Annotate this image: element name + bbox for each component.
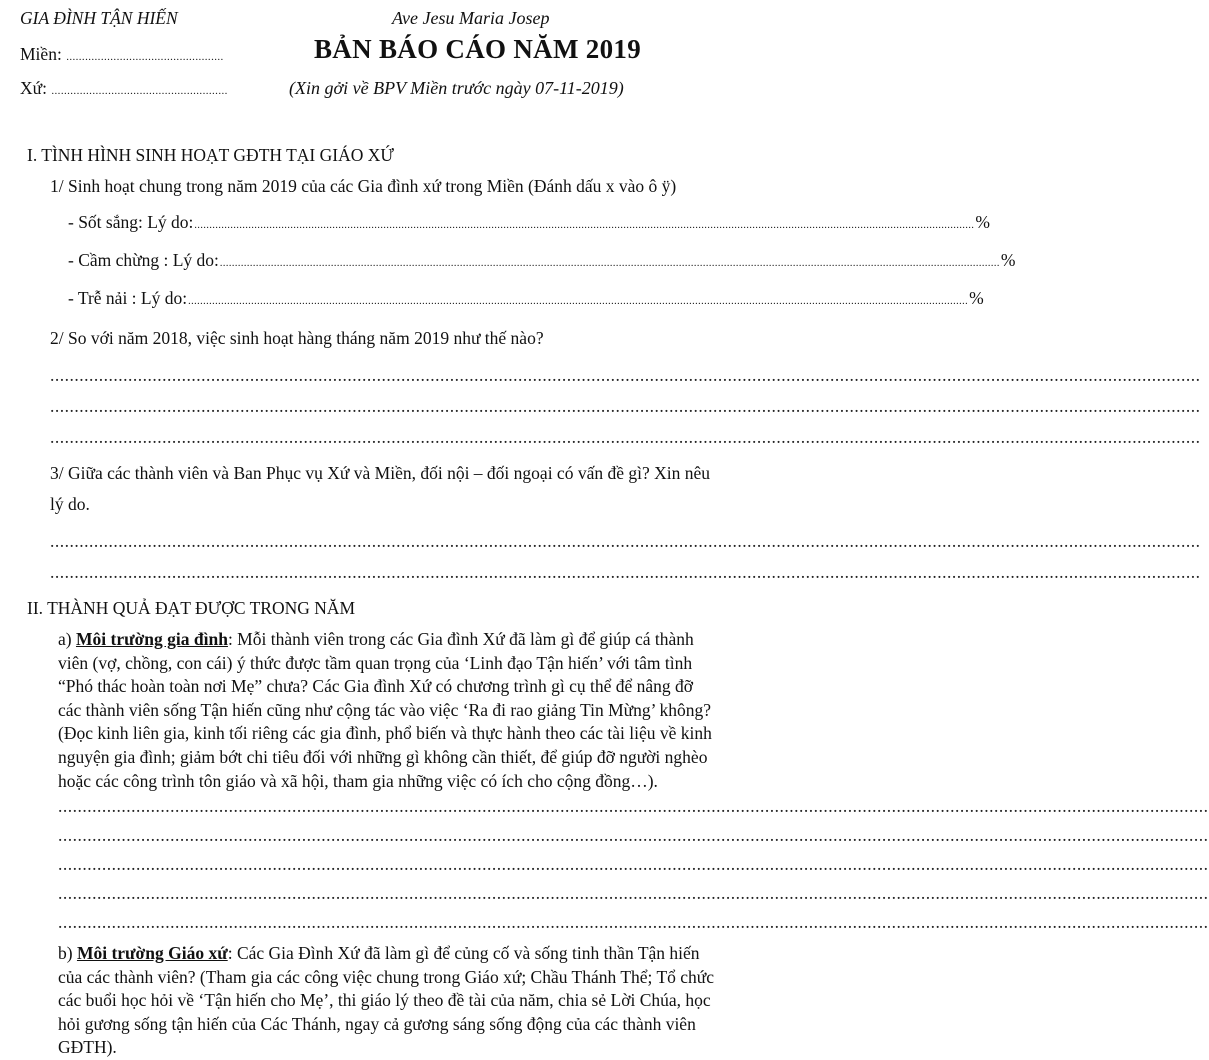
paragraph-a bbox=[58, 628, 778, 793]
mien-label: Miền: bbox=[20, 44, 62, 64]
answer-line-a-3[interactable]: ............................................................................................................................................................................................................................................ bbox=[58, 854, 1209, 874]
org-name: GIA ĐÌNH TẬN HIẾN bbox=[20, 8, 178, 28]
mien-blank[interactable]: .................................................. bbox=[66, 51, 224, 63]
item-label: - Trễ nải : Lý do: bbox=[68, 288, 188, 308]
question-3-line1: 3/ Giữa các thành viên và Ban Phục vụ Xứ và Miền, đối nội – đối ngoại có vấn đề gì? Xin nêu bbox=[50, 463, 711, 483]
section2-heading: II. THÀNH QUẢ ĐẠT ĐƯỢC TRONG NĂM bbox=[27, 598, 356, 618]
para-a-title: Môi trường gia đình bbox=[75, 629, 228, 649]
question-1: 1/ Sinh hoạt chung trong năm 2019 của các Gia đình xứ trong Miền (Đánh dấu x vào ô ÿ) bbox=[50, 176, 677, 196]
xu-blank[interactable]: ........................................................ bbox=[51, 85, 228, 97]
mien-field[interactable] bbox=[20, 44, 224, 65]
para-b-title: Môi trường Giáo xứ bbox=[76, 943, 228, 963]
para-b-line: hỏi gương sống tận hiến của Các Thánh, ngay cả gương sáng sống động của các thành viên bbox=[58, 1013, 696, 1034]
para-a-line: “Phó thác hoàn toàn nơi Mẹ” chưa? Các Gia đình Xứ có chương trình gì cụ thể để nâng đỡ bbox=[58, 676, 693, 697]
question-2: 2/ So với năm 2018, việc sinh hoạt hàng tháng năm 2019 như thế nào? bbox=[50, 328, 544, 348]
reason-blank[interactable]: .................................................................................................................................................................................................................................................................... bbox=[188, 296, 969, 307]
answer-line-q2-3[interactable]: ............................................................................................................................................................................................................................................ bbox=[50, 427, 1201, 447]
paragraph-b bbox=[58, 942, 778, 1060]
para-a-line: : Mỗi thành viên trong các Gia đình Xứ đã làm gì để giúp cá thành bbox=[227, 629, 694, 649]
para-a-line: các thành viên sống Tận hiến cũng như cộng tác vào việc ‘Ra đi rao giảng Tin Mừng’ không? bbox=[58, 699, 712, 720]
item-tre-nai[interactable] bbox=[68, 288, 984, 309]
motto: Ave Jesu Maria Josep bbox=[392, 8, 550, 28]
item-sot-sang[interactable] bbox=[68, 212, 990, 233]
para-b-line: các buổi học hỏi về ‘Tận hiến cho Mẹ’, thi giáo lý theo đề tài của năm, chia sẻ Lời Chúa, học bbox=[58, 990, 711, 1011]
para-b-line: GĐTH). bbox=[58, 1037, 117, 1058]
para-a-prefix: a) bbox=[58, 629, 76, 649]
question-3-line2: lý do. bbox=[50, 494, 90, 514]
answer-line-q2-2[interactable]: ............................................................................................................................................................................................................................................ bbox=[50, 396, 1201, 416]
xu-field[interactable] bbox=[20, 78, 228, 99]
answer-line-a-1[interactable]: ............................................................................................................................................................................................................................................ bbox=[58, 796, 1209, 816]
reason-blank[interactable]: .................................................................................................................................................................................................................................................................... bbox=[194, 220, 975, 231]
item-label: - Cầm chừng : Lý do: bbox=[68, 250, 219, 270]
xu-label: Xứ: bbox=[20, 78, 47, 98]
reason-blank[interactable]: .................................................................................................................................................................................................................................................................... bbox=[219, 258, 1000, 269]
section1-heading: I. TÌNH HÌNH SINH HOẠT GĐTH TẠI GIÁO XỨ bbox=[27, 145, 394, 165]
answer-line-a-2[interactable]: ............................................................................................................................................................................................................................................ bbox=[58, 825, 1209, 845]
answer-line-a-4[interactable]: ............................................................................................................................................................................................................................................ bbox=[58, 883, 1209, 903]
para-a-line: hoặc các công trình tôn giáo và xã hội, tham gia những việc có ích cho cộng đồng…). bbox=[58, 770, 658, 791]
item-cam-chung[interactable] bbox=[68, 250, 1016, 271]
answer-line-q3-2[interactable]: ............................................................................................................................................................................................................................................ bbox=[50, 562, 1201, 582]
para-a-line: nguyện gia đình; giảm bớt chi tiêu đối với những gì không cần thiết, để giúp đỡ người nghèo bbox=[58, 746, 708, 767]
percent-unit: % bbox=[969, 288, 984, 308]
answer-line-q2-1[interactable]: ............................................................................................................................................................................................................................................ bbox=[50, 365, 1201, 385]
para-a-line: (Đọc kinh liên gia, kinh tối riêng các gia đình, phổ biến và thực hành theo các tài liệu về kinh bbox=[58, 723, 712, 744]
item-label: - Sốt sắng: Lý do: bbox=[68, 212, 194, 232]
para-b-line: : Các Gia Đình Xứ đã làm gì để củng cố và sống tinh thần Tận hiến bbox=[227, 943, 700, 963]
percent-unit: % bbox=[975, 212, 990, 232]
answer-line-q3-1[interactable]: ............................................................................................................................................................................................................................................ bbox=[50, 531, 1201, 551]
para-b-line: của các thành viên? (Tham gia các công việc chung trong Giáo xứ; Chầu Thánh Thể; Tổ chức bbox=[58, 966, 715, 987]
page-title: BẢN BÁO CÁO NĂM 2019 bbox=[314, 34, 641, 64]
deadline-note: (Xin gởi về BPV Miền trước ngày 07-11-2019) bbox=[289, 78, 624, 98]
para-a-line: viên (vợ, chồng, con cái) ý thức được tầm quan trọng của ‘Linh đạo Tận hiến’ với tâm tình bbox=[58, 652, 693, 673]
percent-unit: % bbox=[1000, 250, 1016, 270]
para-b-prefix: b) bbox=[58, 943, 77, 963]
answer-line-a-5[interactable]: ............................................................................................................................................................................................................................................ bbox=[58, 912, 1209, 932]
